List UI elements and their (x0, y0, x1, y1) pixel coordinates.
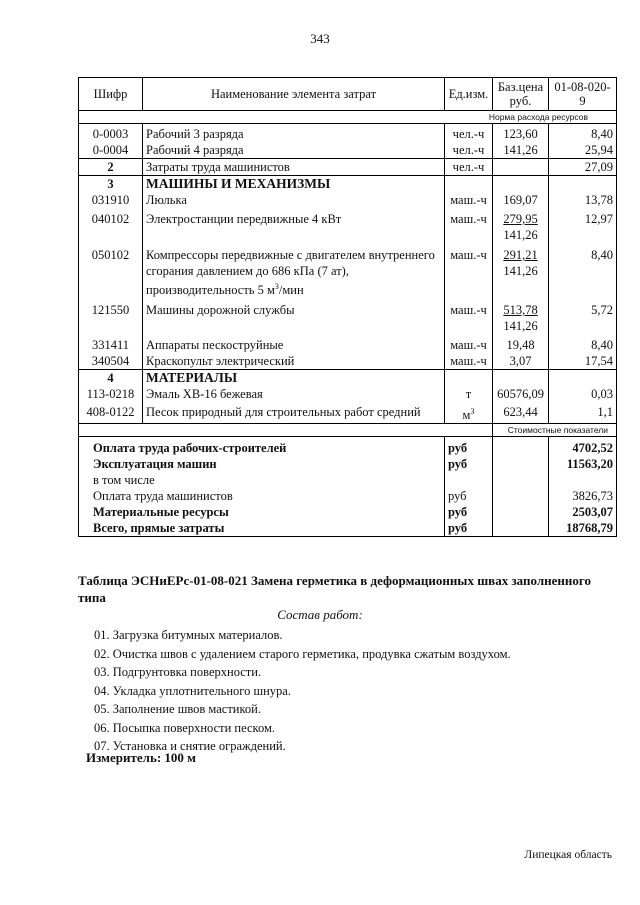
row-code: 2 (79, 159, 143, 176)
row-price: 60576,09 (493, 386, 549, 402)
summary-label: Всего, прямые затраты (79, 520, 445, 537)
section-row (79, 176, 617, 193)
row-price: 169,07 (493, 192, 549, 208)
row-name: Электростанции передвижные 4 кВт (143, 208, 445, 243)
summary-row (79, 456, 617, 472)
row-code: 050102 (79, 243, 143, 298)
summary-value (549, 472, 617, 488)
row-name: Эмаль ХВ-16 бежевая (143, 386, 445, 402)
summary-value: 18768,79 (549, 520, 617, 537)
row-name: Затраты труда машинистов (143, 159, 445, 176)
row-unit: м (462, 408, 471, 423)
table-row (79, 243, 617, 298)
table-row (79, 124, 617, 143)
row-price: 279,95 (503, 212, 538, 226)
row-name-cell (143, 243, 445, 298)
section-row (79, 370, 617, 387)
row-price: 3,07 (493, 353, 549, 370)
row-code: 408-0122 (79, 402, 143, 424)
row-value: 27,09 (549, 159, 617, 176)
header-price: Баз.цена руб. (493, 78, 549, 111)
row-unit-superscript: 3 (470, 407, 475, 417)
row-price-secondary: 141,26 (503, 264, 538, 278)
row-name: Машины дорожной службы (143, 298, 445, 334)
summary-row (79, 472, 617, 488)
page-number: 343 (310, 31, 330, 46)
row-unit: чел.-ч (445, 142, 493, 159)
summary-row (79, 437, 617, 457)
row-unit: маш.-ч (445, 208, 493, 243)
resource-table (78, 77, 617, 537)
row-unit-cell (445, 402, 493, 424)
summary-row (79, 488, 617, 504)
row-value: 12,97 (549, 208, 617, 243)
summary-unit: руб (445, 520, 493, 537)
row-value: 8,40 (549, 334, 617, 353)
table-row (79, 208, 617, 243)
row-code: 113-0218 (79, 386, 143, 402)
row-code: 031910 (79, 192, 143, 208)
row-unit: маш.-ч (445, 334, 493, 353)
row-code: 0-0004 (79, 142, 143, 159)
summary-row (79, 504, 617, 520)
norm-header-row (79, 111, 617, 124)
table-row (79, 353, 617, 370)
row-name-tail: /мин (278, 283, 304, 298)
row-price-cell (493, 208, 549, 243)
list-item: 01. Загрузка битумных материалов. (94, 628, 283, 642)
row-code: 0-0003 (79, 124, 143, 143)
list-item: 06. Посыпка поверхности песком. (94, 720, 276, 735)
norm-header: Норма расхода ресурсов (79, 111, 617, 124)
table-row (79, 334, 617, 353)
row-value: 5,72 (549, 298, 617, 334)
row-value: 1,1 (549, 402, 617, 424)
summary-label: Оплата труда рабочих-строителей (79, 437, 445, 457)
header-code: Шифр (79, 78, 143, 111)
row-name: Краскопульт электрический (143, 353, 445, 370)
row-name: Люлька (143, 192, 445, 208)
table-row (79, 192, 617, 208)
summary-value: 2503,07 (549, 504, 617, 520)
row-price-secondary: 141,26 (503, 319, 538, 334)
row-price-cell (493, 298, 549, 334)
row-value: 8,40 (549, 124, 617, 143)
row-unit: маш.-ч (445, 192, 493, 208)
summary-label: Эксплуатация машин (79, 456, 445, 472)
list-item: 03. Подгрунтовка поверхности. (94, 665, 262, 679)
section-heading: Таблица ЭСНиЕРс-01-08-021 Замена герметика в деформационных швах заполненного типа (78, 573, 591, 605)
row-unit: маш.-ч (445, 243, 493, 298)
row-code: 340504 (79, 353, 143, 370)
header-norm-code: 01-08-020-9 (549, 78, 617, 111)
row-name: Песок природный для строительных работ средний (143, 402, 445, 424)
list-item: 05. Заполнение швов мастикой. (94, 702, 261, 716)
row-unit: маш.-ч (445, 298, 493, 334)
composition-title: Состав работ: (277, 607, 363, 622)
row-unit: маш.-ч (445, 353, 493, 370)
summary-value: 4702,52 (549, 437, 617, 457)
table-row (79, 402, 617, 424)
cost-header: Стоимостные показатели (493, 424, 617, 437)
row-value: 17,54 (549, 353, 617, 370)
row-name: Рабочий 3 разряда (143, 124, 445, 143)
row-name: Компрессоры передвижные с двигателем внутреннего сгорания давлением до 686 кПа (7 ат), производительность 5 м (146, 248, 435, 298)
table-row (79, 298, 617, 334)
row-price-cell (493, 243, 549, 298)
row-price: 141,26 (493, 142, 549, 159)
header-name: Наименование элемента затрат (143, 78, 445, 111)
table-row (79, 142, 617, 159)
works-list (94, 626, 511, 756)
header-unit: Ед.изм. (445, 78, 493, 111)
table-row (79, 159, 617, 176)
summary-unit: руб (445, 437, 493, 457)
row-code: 040102 (79, 208, 143, 243)
summary-value: 3826,73 (549, 488, 617, 504)
table-row (79, 386, 617, 402)
summary-label: Оплата труда машинистов (79, 488, 445, 504)
row-price-secondary: 141,26 (503, 228, 538, 242)
section-code: 4 (79, 370, 143, 387)
summary-unit (445, 472, 493, 488)
list-item: 02. Очистка швов с удалением старого герметика, продувка сжатым воздухом. (94, 646, 511, 661)
row-price: 623,44 (493, 402, 549, 424)
row-name-superscript: 3 (274, 282, 279, 291)
summary-value: 11563,20 (549, 456, 617, 472)
section-code: 3 (79, 176, 143, 193)
section-title: МАТЕРИАЛЫ (143, 370, 445, 387)
row-price: 513,78 (503, 303, 538, 318)
row-unit: т (445, 386, 493, 402)
summary-label: Материальные ресурсы (79, 504, 445, 520)
section-title: МАШИНЫ И МЕХАНИЗМЫ (143, 176, 445, 193)
row-value: 13,78 (549, 192, 617, 208)
summary-unit: руб (445, 456, 493, 472)
region-footer: Липецкая область (524, 849, 612, 861)
table-header-row (79, 78, 617, 111)
row-price (493, 159, 549, 176)
summary-unit: руб (445, 504, 493, 520)
summary-unit: руб (445, 488, 493, 504)
row-price: 123,60 (493, 124, 549, 143)
list-item: 07. Установка и снятие ограждений. (94, 739, 286, 753)
row-name: Аппараты пескоструйные (143, 334, 445, 353)
meter-unit: Измеритель: 100 м (86, 750, 197, 765)
row-code: 331411 (79, 334, 143, 353)
row-name: Рабочий 4 разряда (143, 142, 445, 159)
row-price: 19,48 (493, 334, 549, 353)
summary-row (79, 520, 617, 537)
row-unit: чел.-ч (445, 159, 493, 176)
row-price: 291,21 (503, 248, 538, 262)
row-value: 0,03 (549, 386, 617, 402)
row-unit: чел.-ч (445, 124, 493, 143)
summary-label: в том числе (79, 472, 445, 488)
row-code: 121550 (79, 298, 143, 334)
list-item: 04. Укладка уплотнительного шнура. (94, 683, 291, 698)
row-value: 25,94 (549, 142, 617, 159)
row-value: 8,40 (549, 243, 617, 298)
cost-header-row (79, 424, 617, 437)
